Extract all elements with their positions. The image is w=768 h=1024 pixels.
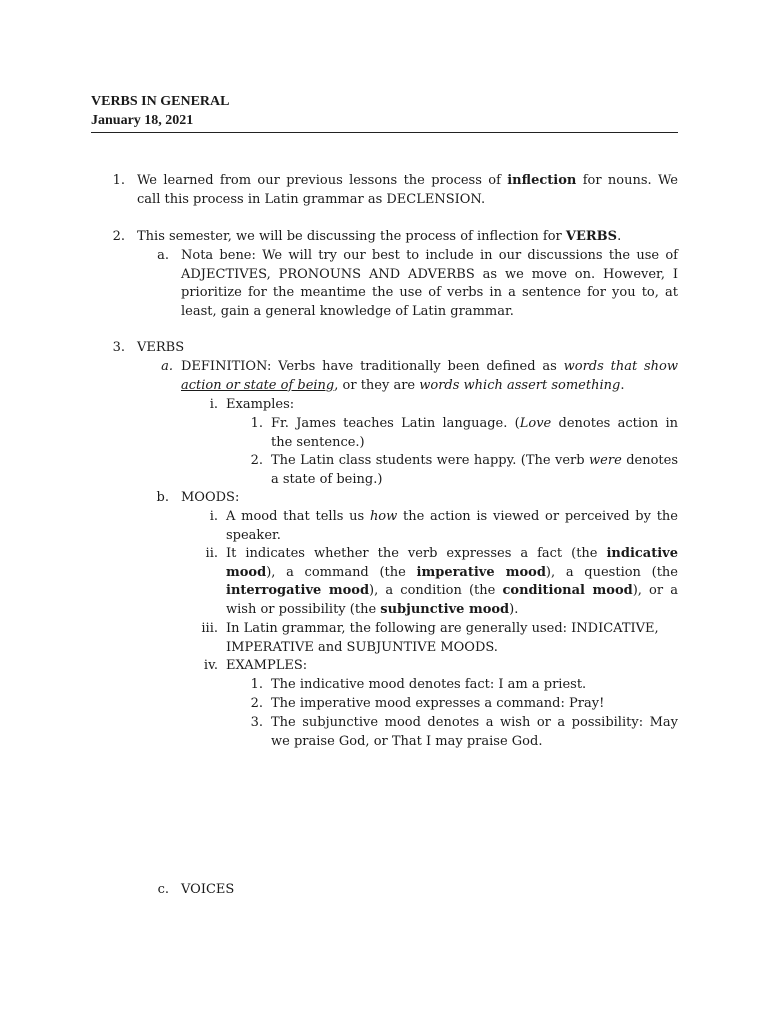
- moods-point-i: i. A mood that tells us how the action is viewed or perceived by the speaker.: [209, 509, 678, 543]
- term-inflection: inflection: [507, 173, 577, 188]
- mood-example-2: 2. The imperative mood expresses a command: Pray!: [271, 695, 678, 714]
- list-marker: ii.: [205, 546, 218, 561]
- list-item-1: 1. We learned from our previous lessons the process of inflection for nouns. We call this process in Latin grammar as DECLENSION.: [112, 173, 678, 207]
- moods-examples-heading: iv. EXAMPLES:: [226, 657, 678, 676]
- list-marker: i.: [209, 509, 218, 524]
- list-marker: i.: [209, 397, 218, 412]
- header-divider: [91, 132, 678, 133]
- moods-point-iii: iii. In Latin grammar, the following are generally used: INDICATIVE, IMPERATIVE and SUBJUNTIVE MOODS.: [201, 621, 659, 655]
- list-marker: a.: [161, 359, 173, 374]
- underlined-phrase: action or state of being: [181, 377, 335, 393]
- example-1: 1. Fr. James teaches Latin language. (Love denotes action in the sentence.): [250, 416, 678, 450]
- document-date: January 18, 2021: [91, 113, 194, 128]
- list-marker: 1.: [112, 173, 125, 188]
- moods-point-ii: ii. It indicates whether the verb expresses a fact (the indicative mood), a command (the imperative mood), a question (the interrogative mood), a condition (the conditional mood), or a wish or possibility (the subjunctive mood).: [205, 546, 678, 617]
- list-item-3: [112, 339, 678, 358]
- list-marker: a.: [157, 248, 169, 263]
- list-marker: 1.: [250, 416, 263, 431]
- list-marker: 2.: [112, 229, 125, 244]
- verbs-definition: a. DEFINITION: Verbs have traditionally been defined as words that show action or state of being, or they are words which assert something.: [161, 359, 678, 393]
- list-marker: 2.: [250, 696, 263, 711]
- section-label-verbs: VERBS: [137, 340, 185, 355]
- mood-example-1: 1. The indicative mood denotes fact: I am a priest.: [271, 676, 678, 695]
- term-verbs: VERBS: [565, 229, 618, 244]
- list-item-2: 2. This semester, we will be discussing the process of inflection for VERBS.: [137, 228, 678, 247]
- list-item-2a: a. Nota bene: We will try our best to include in our discussions the use of ADJECTIVES, PRONOUNS AND ADVERBS as we move on. However, I prioritize for the meantime the use of verbs in a sentence for you to, at least, gain a general knowledge of Latin grammar.: [157, 248, 678, 319]
- list-marker: 3.: [112, 340, 125, 355]
- list-marker: iv.: [203, 658, 218, 673]
- example-2: 2. The Latin class students were happy. (The verb were denotes a state of being.): [250, 453, 678, 487]
- mood-example-3: 3. The subjunctive mood denotes a wish or a possibility: May we praise God, or That I may praise God.: [250, 715, 678, 749]
- voices-heading: c. VOICES: [181, 881, 678, 900]
- examples-heading: i. Examples:: [226, 396, 678, 415]
- list-marker: 1.: [250, 677, 263, 692]
- document-title: VERBS IN GENERAL: [91, 94, 230, 109]
- list-marker: b.: [156, 490, 169, 505]
- list-marker: c.: [157, 882, 169, 897]
- moods-heading: b. MOODS:: [181, 489, 678, 508]
- list-marker: 3.: [250, 715, 263, 730]
- list-marker: iii.: [201, 621, 218, 636]
- list-marker: 2.: [250, 453, 263, 468]
